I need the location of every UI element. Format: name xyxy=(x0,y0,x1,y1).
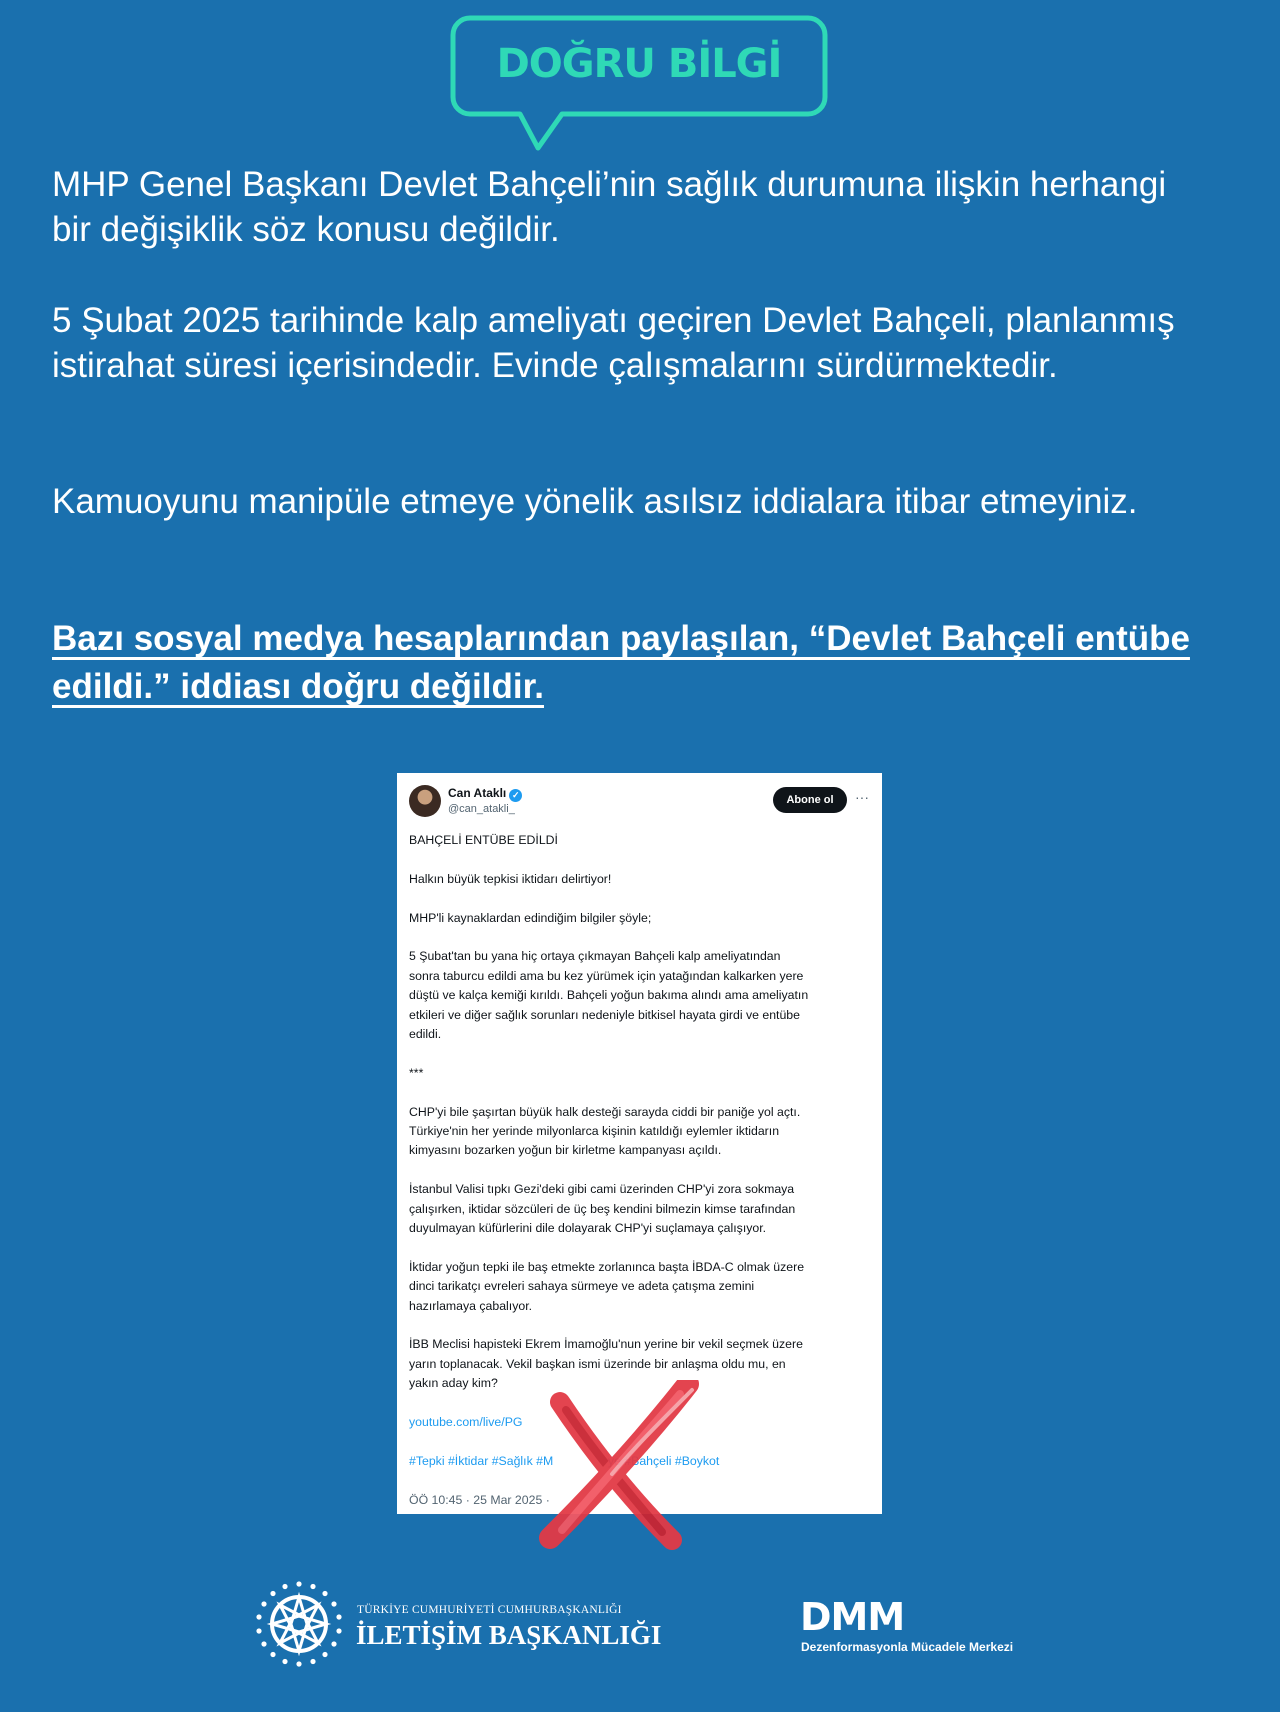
verified-badge-icon: ✓ xyxy=(509,789,522,802)
tweet-timestamp: ÖÖ 10:45 · 25 Mar 2025 · xyxy=(409,1492,550,1507)
more-options-icon[interactable]: ··· xyxy=(855,789,869,805)
statement-warning: Kamuoyunu manipüle etmeye yönelik asılsız iddialara itibar etmeyiniz. xyxy=(52,482,1138,521)
tweet-paragraph: CHP'yi bile şaşırtan büyük halk desteği sarayda ciddi bir paniğe yol açtı. Türkiye'nin her yerinde milyonlarca kişinin katıldığı eylemler iktidarın kimyasını bozarken yoğun bir kirletme kampanyası açıldı. xyxy=(409,1104,801,1158)
iletisim-baskanligi-logo xyxy=(255,1580,662,1668)
tweet-link[interactable]: youtube.com/live/PG xyxy=(409,1415,523,1430)
tweet-author-name: Can Ataklı xyxy=(448,786,507,800)
dmm-subtitle: Dezenformasyonla Mücadele Merkezi xyxy=(801,1640,1014,1654)
tweet-paragraph: BAHÇELİ ENTÜBE EDİLDİ xyxy=(409,833,558,847)
dmm-wordmark: DMM xyxy=(800,1595,905,1639)
follow-button[interactable]: Abone ol xyxy=(773,787,847,813)
tweet-paragraph: 5 Şubat'tan bu yana hiç ortaya çıkmayan Bahçeli kalp ameliyatından sonra taburcu edildi ama bu kez yürümek için yatağından kalkarken yere düştü ve kalça kemiği kırıldı. Bahçeli yoğun bakıma alındı ama ameliyatın etkileri ve diğer sağlık sorunları nedeniyle bitkisel hayata girdi ve entübe edildi. xyxy=(409,949,809,1042)
iletisim-title: İLETİŞİM BAŞKANLIĞI xyxy=(356,1620,662,1650)
red-cross-icon xyxy=(512,1380,712,1560)
dogru-bilgi-badge xyxy=(450,15,828,113)
avatar xyxy=(409,785,441,817)
claim-verdict: Bazı sosyal medya hesaplarından paylaşılan, “Devlet Bahçeli entübe edildi.” iddiası doğru değildir. xyxy=(52,619,1190,706)
tweet-hashtags[interactable]: #Tepki #İktidar #Sağlık #M ye #Bahçeli #Boykot xyxy=(409,1453,720,1468)
iletisim-subtitle: TÜRKİYE CUMHURİYETİ CUMHURBAŞKANLIĞI xyxy=(357,1604,622,1616)
tweet-handle: @can_atakli_ xyxy=(448,803,515,815)
tweet-paragraph: İktidar yoğun tepki ile baş etmekte zorlanınca başta İBDA-C olmak üzere dinci tarikatçı evreleri sahaya sürmeye ve adeta çatışma zemini hazırlamaya çabalıyor. xyxy=(409,1259,805,1313)
tweet-paragraph: İBB Meclisi hapisteki Ekrem İmamoğlu'nun yerine bir vekil seçmek üzere yarın toplanacak. Vekil başkan ismi üzerinde bir anlaşma oldu mu, en yakın aday kim? xyxy=(409,1337,803,1391)
tweet-paragraph: İstanbul Valisi tıpkı Gezi'deki gibi cami üzerinden CHP'yi zora sokmaya çalışırken, iktidar sözcüleri de üç beş kendini bilmezin kimse tarafından duyulmayan küfürlerini dile dolayarak CHP'yi suçlamaya çalışıyor. xyxy=(409,1182,796,1236)
tweet-author xyxy=(448,786,522,802)
statement-health: MHP Genel Başkanı Devlet Bahçeli’nin sağlık durumuna ilişkin herhangi bir değişiklik söz konusu değildir. xyxy=(52,165,1167,249)
tweet-paragraph: MHP'li kaynaklardan edindiğim bilgiler şöyle; xyxy=(409,910,652,925)
star-emblem-icon xyxy=(255,1580,343,1668)
tweet-paragraph: *** xyxy=(409,1065,424,1080)
dmm-logo xyxy=(800,1595,1040,1658)
badge-title: DOĞRU BİLGİ xyxy=(496,41,782,87)
tweet-paragraph: Halkın büyük tepkisi iktidarı delirtiyor! xyxy=(409,871,612,886)
statement-surgery: 5 Şubat 2025 tarihinde kalp ameliyatı geçiren Devlet Bahçeli, planlanmış istirahat süresi içerisindedir. Evinde çalışmalarını sürdürmektedir. xyxy=(52,301,1175,385)
